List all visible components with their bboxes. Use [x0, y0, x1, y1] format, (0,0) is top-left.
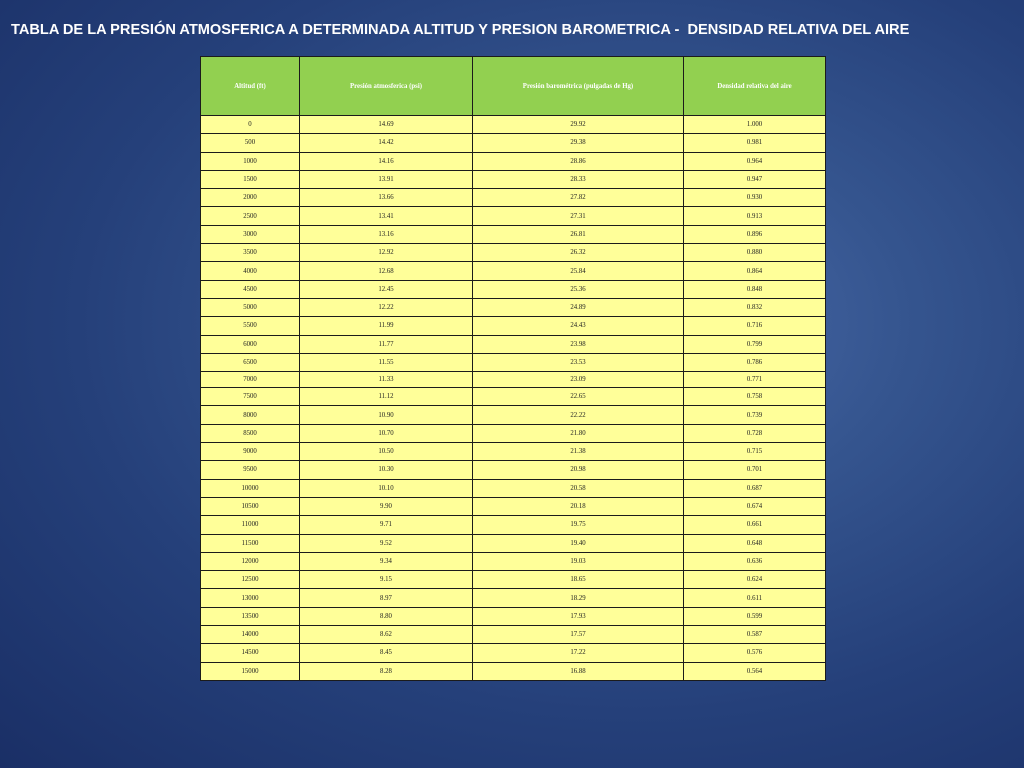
cell-presion-barometrica: 17.22 — [473, 644, 684, 662]
cell-presion-atmosferica: 13.91 — [300, 170, 473, 188]
table-row — [201, 244, 826, 262]
cell-densidad-relativa: 0.758 — [684, 388, 826, 406]
cell-presion-atmosferica: 9.52 — [300, 534, 473, 552]
cell-densidad-relativa: 0.799 — [684, 335, 826, 353]
table-row — [201, 479, 826, 497]
cell-altitud: 9000 — [201, 443, 300, 461]
cell-presion-atmosferica: 10.90 — [300, 406, 473, 424]
cell-densidad-relativa: 0.930 — [684, 189, 826, 207]
cell-presion-barometrica: 19.03 — [473, 552, 684, 570]
cell-altitud: 15000 — [201, 662, 300, 680]
cell-presion-atmosferica: 10.30 — [300, 461, 473, 479]
cell-presion-atmosferica: 11.12 — [300, 388, 473, 406]
slide-title: TABLA DE LA PRESIÓN ATMOSFERICA A DETERMINADA ALTITUD Y PRESION BAROMETRICA - DENSIDAD RELATIVA DEL AIRE — [11, 22, 910, 38]
cell-densidad-relativa: 0.728 — [684, 424, 826, 442]
cell-altitud: 1000 — [201, 152, 300, 170]
cell-presion-atmosferica: 8.62 — [300, 626, 473, 644]
table-row — [201, 152, 826, 170]
cell-densidad-relativa: 0.739 — [684, 406, 826, 424]
table-row — [201, 262, 826, 280]
cell-altitud: 7500 — [201, 388, 300, 406]
pressure-table — [200, 56, 826, 681]
cell-altitud: 10000 — [201, 479, 300, 497]
cell-presion-barometrica: 23.98 — [473, 335, 684, 353]
cell-presion-barometrica: 18.29 — [473, 589, 684, 607]
cell-presion-barometrica: 20.58 — [473, 479, 684, 497]
table-row — [201, 207, 826, 225]
cell-presion-atmosferica: 10.70 — [300, 424, 473, 442]
cell-densidad-relativa: 0.661 — [684, 516, 826, 534]
cell-altitud: 14500 — [201, 644, 300, 662]
cell-densidad-relativa: 0.947 — [684, 170, 826, 188]
table-row — [201, 353, 826, 371]
cell-presion-atmosferica: 8.45 — [300, 644, 473, 662]
table-row — [201, 443, 826, 461]
cell-presion-atmosferica: 12.68 — [300, 262, 473, 280]
cell-altitud: 13500 — [201, 607, 300, 625]
cell-altitud: 12000 — [201, 552, 300, 570]
cell-presion-barometrica: 24.43 — [473, 317, 684, 335]
header-altitud: Altitud (ft) — [201, 57, 300, 116]
table-row — [201, 497, 826, 515]
cell-densidad-relativa: 0.786 — [684, 353, 826, 371]
cell-altitud: 4500 — [201, 280, 300, 298]
cell-presion-barometrica: 22.22 — [473, 406, 684, 424]
cell-presion-atmosferica: 13.16 — [300, 225, 473, 243]
cell-altitud: 7000 — [201, 372, 300, 388]
cell-presion-barometrica: 18.65 — [473, 571, 684, 589]
cell-presion-barometrica: 17.57 — [473, 626, 684, 644]
cell-presion-barometrica: 28.33 — [473, 170, 684, 188]
cell-densidad-relativa: 0.648 — [684, 534, 826, 552]
cell-densidad-relativa: 0.564 — [684, 662, 826, 680]
cell-presion-atmosferica: 8.28 — [300, 662, 473, 680]
table-row — [201, 607, 826, 625]
cell-densidad-relativa: 0.576 — [684, 644, 826, 662]
table-header-row — [201, 57, 826, 116]
cell-presion-atmosferica: 14.42 — [300, 134, 473, 152]
cell-presion-barometrica: 23.53 — [473, 353, 684, 371]
cell-densidad-relativa: 0.981 — [684, 134, 826, 152]
cell-densidad-relativa: 0.687 — [684, 479, 826, 497]
cell-densidad-relativa: 0.832 — [684, 298, 826, 316]
cell-presion-barometrica: 25.84 — [473, 262, 684, 280]
cell-presion-atmosferica: 8.80 — [300, 607, 473, 625]
cell-densidad-relativa: 0.624 — [684, 571, 826, 589]
cell-densidad-relativa: 0.599 — [684, 607, 826, 625]
cell-densidad-relativa: 0.864 — [684, 262, 826, 280]
cell-presion-atmosferica: 12.45 — [300, 280, 473, 298]
cell-altitud: 5000 — [201, 298, 300, 316]
cell-presion-atmosferica: 9.90 — [300, 497, 473, 515]
cell-presion-atmosferica: 10.10 — [300, 479, 473, 497]
table-row — [201, 388, 826, 406]
cell-presion-barometrica: 28.86 — [473, 152, 684, 170]
table-row — [201, 372, 826, 388]
cell-altitud: 0 — [201, 116, 300, 134]
cell-altitud: 6500 — [201, 353, 300, 371]
cell-presion-barometrica: 27.31 — [473, 207, 684, 225]
cell-presion-atmosferica: 12.92 — [300, 244, 473, 262]
cell-presion-atmosferica: 11.99 — [300, 317, 473, 335]
table-row — [201, 626, 826, 644]
cell-presion-atmosferica: 9.15 — [300, 571, 473, 589]
cell-presion-atmosferica: 8.97 — [300, 589, 473, 607]
table-row — [201, 516, 826, 534]
header-densidad-relativa: Densidad relativa del aire — [684, 57, 826, 116]
cell-presion-barometrica: 25.36 — [473, 280, 684, 298]
cell-densidad-relativa: 0.674 — [684, 497, 826, 515]
cell-altitud: 9500 — [201, 461, 300, 479]
cell-densidad-relativa: 0.896 — [684, 225, 826, 243]
table-row — [201, 298, 826, 316]
cell-presion-barometrica: 17.93 — [473, 607, 684, 625]
cell-altitud: 11000 — [201, 516, 300, 534]
table-row — [201, 589, 826, 607]
cell-presion-atmosferica: 14.69 — [300, 116, 473, 134]
table-row — [201, 225, 826, 243]
cell-altitud: 500 — [201, 134, 300, 152]
cell-densidad-relativa: 0.848 — [684, 280, 826, 298]
cell-presion-atmosferica: 10.50 — [300, 443, 473, 461]
table-row — [201, 170, 826, 188]
cell-altitud: 11500 — [201, 534, 300, 552]
cell-altitud: 6000 — [201, 335, 300, 353]
cell-presion-barometrica: 20.18 — [473, 497, 684, 515]
cell-presion-barometrica: 27.82 — [473, 189, 684, 207]
cell-presion-barometrica: 24.89 — [473, 298, 684, 316]
cell-densidad-relativa: 0.880 — [684, 244, 826, 262]
cell-presion-barometrica: 29.92 — [473, 116, 684, 134]
table-row — [201, 571, 826, 589]
cell-presion-atmosferica: 11.55 — [300, 353, 473, 371]
cell-altitud: 1500 — [201, 170, 300, 188]
cell-densidad-relativa: 0.611 — [684, 589, 826, 607]
table-body — [201, 116, 826, 681]
cell-densidad-relativa: 0.913 — [684, 207, 826, 225]
cell-presion-atmosferica: 9.34 — [300, 552, 473, 570]
cell-presion-barometrica: 26.81 — [473, 225, 684, 243]
table-row — [201, 461, 826, 479]
cell-densidad-relativa: 0.587 — [684, 626, 826, 644]
table-row — [201, 189, 826, 207]
cell-altitud: 14000 — [201, 626, 300, 644]
cell-altitud: 12500 — [201, 571, 300, 589]
cell-presion-atmosferica: 12.22 — [300, 298, 473, 316]
cell-presion-atmosferica: 14.16 — [300, 152, 473, 170]
table-row — [201, 280, 826, 298]
cell-altitud: 2000 — [201, 189, 300, 207]
cell-presion-atmosferica: 13.41 — [300, 207, 473, 225]
cell-altitud: 8500 — [201, 424, 300, 442]
header-presion-atmosferica: Presión atmosferica (psi) — [300, 57, 473, 116]
cell-presion-barometrica: 16.88 — [473, 662, 684, 680]
cell-presion-atmosferica: 13.66 — [300, 189, 473, 207]
cell-densidad-relativa: 0.701 — [684, 461, 826, 479]
table-row — [201, 662, 826, 680]
cell-presion-barometrica: 21.80 — [473, 424, 684, 442]
table-row — [201, 335, 826, 353]
table-row — [201, 116, 826, 134]
cell-presion-barometrica: 21.38 — [473, 443, 684, 461]
cell-presion-barometrica: 26.32 — [473, 244, 684, 262]
cell-altitud: 3500 — [201, 244, 300, 262]
cell-altitud: 10500 — [201, 497, 300, 515]
cell-presion-barometrica: 29.38 — [473, 134, 684, 152]
cell-altitud: 4000 — [201, 262, 300, 280]
cell-altitud: 5500 — [201, 317, 300, 335]
cell-presion-atmosferica: 9.71 — [300, 516, 473, 534]
cell-densidad-relativa: 1.000 — [684, 116, 826, 134]
cell-densidad-relativa: 0.715 — [684, 443, 826, 461]
cell-densidad-relativa: 0.964 — [684, 152, 826, 170]
cell-presion-barometrica: 19.40 — [473, 534, 684, 552]
cell-altitud: 8000 — [201, 406, 300, 424]
cell-densidad-relativa: 0.636 — [684, 552, 826, 570]
header-presion-barometrica: Presión barométrica (pulgadas de Hg) — [473, 57, 684, 116]
cell-presion-atmosferica: 11.77 — [300, 335, 473, 353]
cell-densidad-relativa: 0.771 — [684, 372, 826, 388]
table-row — [201, 552, 826, 570]
table-row — [201, 644, 826, 662]
table-row — [201, 534, 826, 552]
cell-altitud: 13000 — [201, 589, 300, 607]
cell-presion-barometrica: 23.09 — [473, 372, 684, 388]
cell-presion-barometrica: 22.65 — [473, 388, 684, 406]
table-row — [201, 134, 826, 152]
cell-presion-atmosferica: 11.33 — [300, 372, 473, 388]
cell-altitud: 2500 — [201, 207, 300, 225]
cell-presion-barometrica: 20.98 — [473, 461, 684, 479]
table-row — [201, 406, 826, 424]
table-row — [201, 424, 826, 442]
cell-presion-barometrica: 19.75 — [473, 516, 684, 534]
table-row — [201, 317, 826, 335]
cell-densidad-relativa: 0.716 — [684, 317, 826, 335]
cell-altitud: 3000 — [201, 225, 300, 243]
